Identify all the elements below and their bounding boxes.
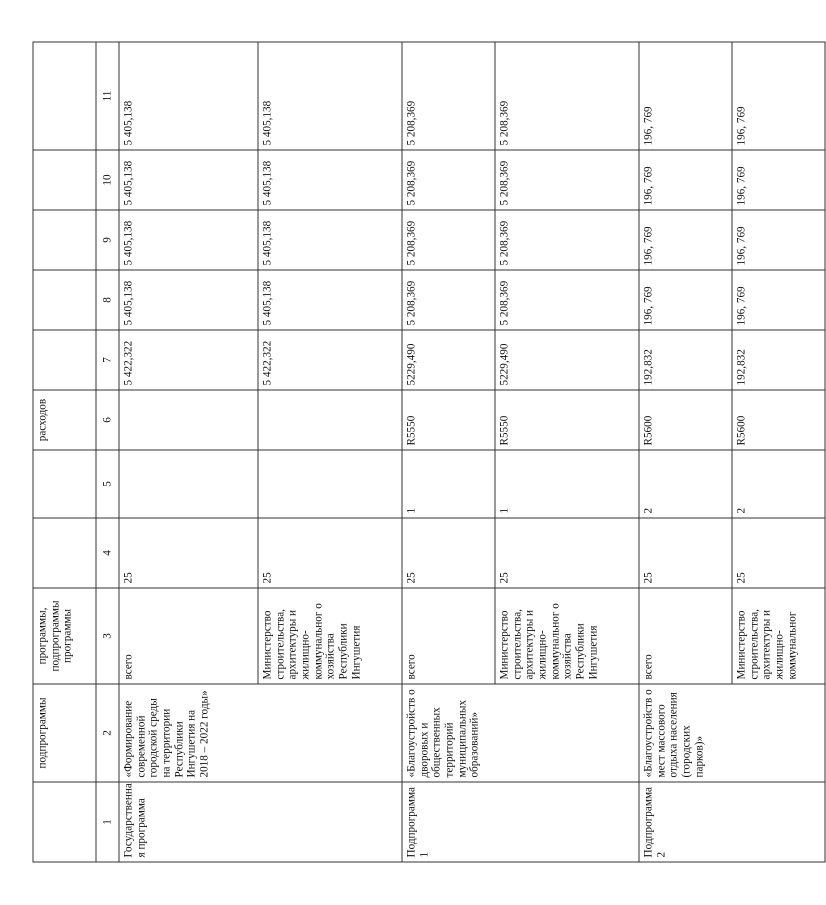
table-row bbox=[639, 42, 732, 862]
value-cell: 25 bbox=[119, 518, 258, 588]
header-row bbox=[33, 42, 96, 862]
value-cell: 5 422,322 bbox=[119, 330, 258, 390]
executor-cell: всего bbox=[639, 588, 732, 684]
value-cell: R5600 bbox=[639, 390, 732, 450]
value-cell: 25 bbox=[258, 518, 402, 588]
value-cell: 5 208,369 bbox=[495, 150, 639, 210]
value-cell bbox=[119, 390, 258, 450]
column-number: 6 bbox=[96, 390, 119, 450]
value-cell: 196, 769 bbox=[732, 210, 825, 270]
value-cell: 5 405,138 bbox=[258, 42, 402, 150]
value-cell: 2 bbox=[732, 450, 825, 518]
program-name-cell: «Благоустройств о дворовых и общественных территорий муниципальных образований» bbox=[402, 684, 639, 782]
value-cell: 196, 769 bbox=[732, 42, 825, 150]
header-col-1 bbox=[33, 782, 96, 862]
value-cell: 5 208,369 bbox=[402, 210, 495, 270]
column-number: 7 bbox=[96, 330, 119, 390]
value-cell: 5229,490 bbox=[402, 330, 495, 390]
value-cell: 1 bbox=[402, 450, 495, 518]
column-number: 1 bbox=[96, 782, 119, 862]
table-row bbox=[402, 42, 495, 862]
value-cell: 5 422,322 bbox=[258, 330, 402, 390]
column-number-row bbox=[96, 42, 119, 862]
value-cell: 196, 769 bbox=[732, 270, 825, 330]
program-name-cell: «Формирование современной городской среды на территории Республики Ингушетия на 2018 – 2022 годы» bbox=[119, 684, 402, 782]
value-cell: 25 bbox=[732, 518, 825, 588]
value-cell: 196, 769 bbox=[639, 270, 732, 330]
executor-cell: Министерство строительства, архитектуры и жилищно-коммунальног о хозяйства Республики Ингушетия bbox=[258, 588, 402, 684]
column-number: 5 bbox=[96, 450, 119, 518]
header-col-2: подпрограммы bbox=[33, 684, 96, 782]
header-col-5 bbox=[33, 450, 96, 518]
value-cell: 25 bbox=[639, 518, 732, 588]
column-number: 4 bbox=[96, 518, 119, 588]
value-cell: 5 405,138 bbox=[119, 150, 258, 210]
value-cell: R5550 bbox=[495, 390, 639, 450]
value-cell: 2 bbox=[639, 450, 732, 518]
column-number: 8 bbox=[96, 270, 119, 330]
status-cell: Подпрограмма 2 bbox=[639, 782, 825, 862]
value-cell: 5 208,369 bbox=[495, 270, 639, 330]
value-cell: 5 405,138 bbox=[119, 270, 258, 330]
header-col-4 bbox=[33, 518, 96, 588]
value-cell: 25 bbox=[495, 518, 639, 588]
value-cell: 5 208,369 bbox=[495, 42, 639, 150]
column-number: 2 bbox=[96, 684, 119, 782]
header-col-8 bbox=[33, 270, 96, 330]
header-col-6: расходов bbox=[33, 390, 96, 450]
status-cell: Государственна я программа bbox=[119, 782, 402, 862]
value-cell: 5 405,138 bbox=[258, 210, 402, 270]
program-name-cell: «Благоустройств о мест массового отдыха населения (городских парков)» bbox=[639, 684, 825, 782]
value-cell bbox=[258, 450, 402, 518]
header-col-7 bbox=[33, 330, 96, 390]
column-number: 3 bbox=[96, 588, 119, 684]
value-cell: 196, 769 bbox=[639, 210, 732, 270]
header-col-11 bbox=[33, 42, 96, 150]
column-number: 11 bbox=[96, 42, 119, 150]
value-cell: 5 208,369 bbox=[495, 210, 639, 270]
column-number: 9 bbox=[96, 210, 119, 270]
executor-cell: всего bbox=[119, 588, 258, 684]
header-col-10 bbox=[33, 150, 96, 210]
header-col-9 bbox=[33, 210, 96, 270]
value-cell: 5 405,138 bbox=[119, 42, 258, 150]
executor-cell: Министерство строительства, архитектуры и жилищно-коммунальног bbox=[732, 588, 825, 684]
value-cell: 5 208,369 bbox=[402, 42, 495, 150]
value-cell: 1 bbox=[495, 450, 639, 518]
executor-cell: Министерство строительства, архитектуры и жилищно-коммунальног о хозяйства Республики Ингушетия bbox=[495, 588, 639, 684]
value-cell: 5 208,369 bbox=[402, 150, 495, 210]
executor-cell: всего bbox=[402, 588, 495, 684]
table-row bbox=[119, 42, 258, 862]
value-cell: 196, 769 bbox=[732, 150, 825, 210]
value-cell: 5 208,369 bbox=[402, 270, 495, 330]
status-cell: Подпрограмма 1 bbox=[402, 782, 639, 862]
value-cell: 5 405,138 bbox=[258, 150, 402, 210]
header-col-3: программы, подпрограммы программы bbox=[33, 588, 96, 684]
value-cell: 196, 769 bbox=[639, 42, 732, 150]
rotated-page bbox=[33, 43, 799, 863]
value-cell: 5 405,138 bbox=[119, 210, 258, 270]
value-cell: R5600 bbox=[732, 390, 825, 450]
value-cell: 5 405,138 bbox=[258, 270, 402, 330]
value-cell: 25 bbox=[402, 518, 495, 588]
value-cell: R5550 bbox=[402, 390, 495, 450]
value-cell: 192,832 bbox=[732, 330, 825, 390]
value-cell bbox=[258, 390, 402, 450]
value-cell bbox=[119, 450, 258, 518]
budget-table bbox=[33, 42, 826, 863]
column-number: 10 bbox=[96, 150, 119, 210]
value-cell: 5229,490 bbox=[495, 330, 639, 390]
value-cell: 196, 769 bbox=[639, 150, 732, 210]
value-cell: 192,832 bbox=[639, 330, 732, 390]
